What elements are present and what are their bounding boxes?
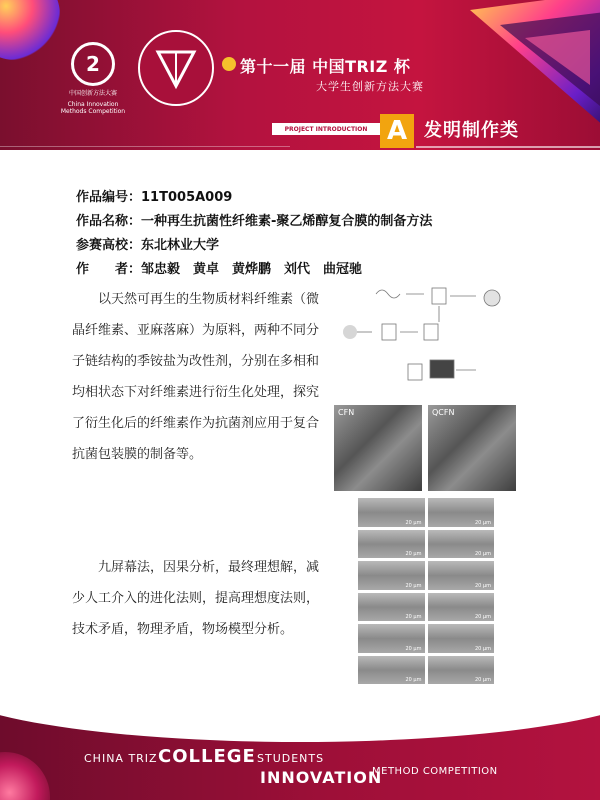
project-name-value: 一种再生抗菌性纤维素-聚乙烯醇复合膜的制备方法 — [141, 214, 433, 229]
project-name-row — [76, 210, 432, 234]
category-label: 发明制作类 — [424, 120, 519, 141]
micrograph-cell: 20 μm — [428, 593, 495, 622]
micrograph-cell: 20 μm — [358, 656, 425, 685]
footer-china-triz: CHINA TRIZ — [84, 752, 158, 765]
sem-image-cfn — [334, 405, 422, 491]
project-id-value: 11T005A009 — [141, 190, 233, 205]
logo-caption-cn: 中国创新方法大赛 — [68, 90, 117, 97]
micrograph-cell: 20 μm — [428, 561, 495, 590]
sem-images — [334, 405, 516, 491]
authors-row — [76, 258, 432, 282]
micrograph-cell: 20 μm — [428, 624, 495, 653]
footer-innovation: INNOVATION — [260, 768, 383, 787]
micrograph-cell: 20 μm — [358, 593, 425, 622]
sem-image-qcfn — [428, 405, 516, 491]
divider-line — [0, 146, 290, 147]
project-meta — [76, 186, 432, 282]
micrograph-cell: 20 μm — [428, 498, 495, 527]
sem-label: CFN — [338, 408, 355, 417]
authors-value: 邹忠毅 黄卓 黄烨鹏 刘代 曲冠驰 — [141, 262, 363, 277]
school-label: 参赛高校： — [76, 238, 142, 253]
decor-swirl — [0, 0, 60, 60]
logo-mark: 2 — [71, 42, 115, 86]
category-badge: A — [380, 114, 414, 148]
university-emblem — [138, 30, 214, 106]
contest-title: 第十一届 中国TRIZ 杯 — [240, 57, 411, 76]
micrograph-cell: 20 μm — [428, 530, 495, 559]
decor-swirl — [0, 752, 50, 800]
sem-label: QCFN — [432, 408, 455, 417]
micrograph-cell: 20 μm — [358, 624, 425, 653]
contest-logo — [58, 42, 128, 115]
project-intro-tag: PROJECT INTRODUCTION — [272, 123, 380, 135]
methods-paragraph: 九屏幕法，因果分析，最终理想解，减少人工介入的进化法则，提高理想度法则，技术矛盾，物理矛盾，物场模型分析。 — [72, 560, 320, 637]
micrograph-cell: 20 μm — [358, 561, 425, 590]
project-name-label: 作品名称： — [76, 214, 142, 229]
micrograph-cell: 20 μm — [358, 530, 425, 559]
footer-students: STUDENTS — [257, 752, 325, 765]
authors-label: 作 者： — [76, 262, 142, 277]
micrograph-cell: 20 μm — [358, 498, 425, 527]
project-id-row — [76, 186, 432, 210]
project-id-label: 作品编号： — [76, 190, 142, 205]
school-value: 东北林业大学 — [141, 238, 220, 253]
divider-line — [416, 146, 600, 148]
contest-subtitle: 大学生创新方法大赛 — [316, 80, 424, 93]
micrograph-cell: 20 μm — [428, 656, 495, 685]
logo-caption-en: China Innovation Methods Competition — [60, 101, 126, 115]
emblem-icon — [152, 44, 200, 92]
school-row — [76, 234, 432, 258]
footer-method-competition: METHOD COMPETITION — [372, 766, 498, 777]
description-paragraph: 以天然可再生的生物质材料纤维素（微晶纤维素、亚麻落麻）为原料，两种不同分子链结构的季铵盐为改性剂，分别在多相和均相状态下对纤维素进行衍生化处理，探究了衍生化后的纤维素作为抗菌剂应用于复合抗菌包装膜的制备等。 — [72, 292, 320, 462]
process-diagram — [336, 282, 516, 402]
footer-arc — [0, 712, 600, 742]
micrograph-grid — [358, 498, 494, 684]
footer-college: COLLEGE — [158, 746, 256, 767]
